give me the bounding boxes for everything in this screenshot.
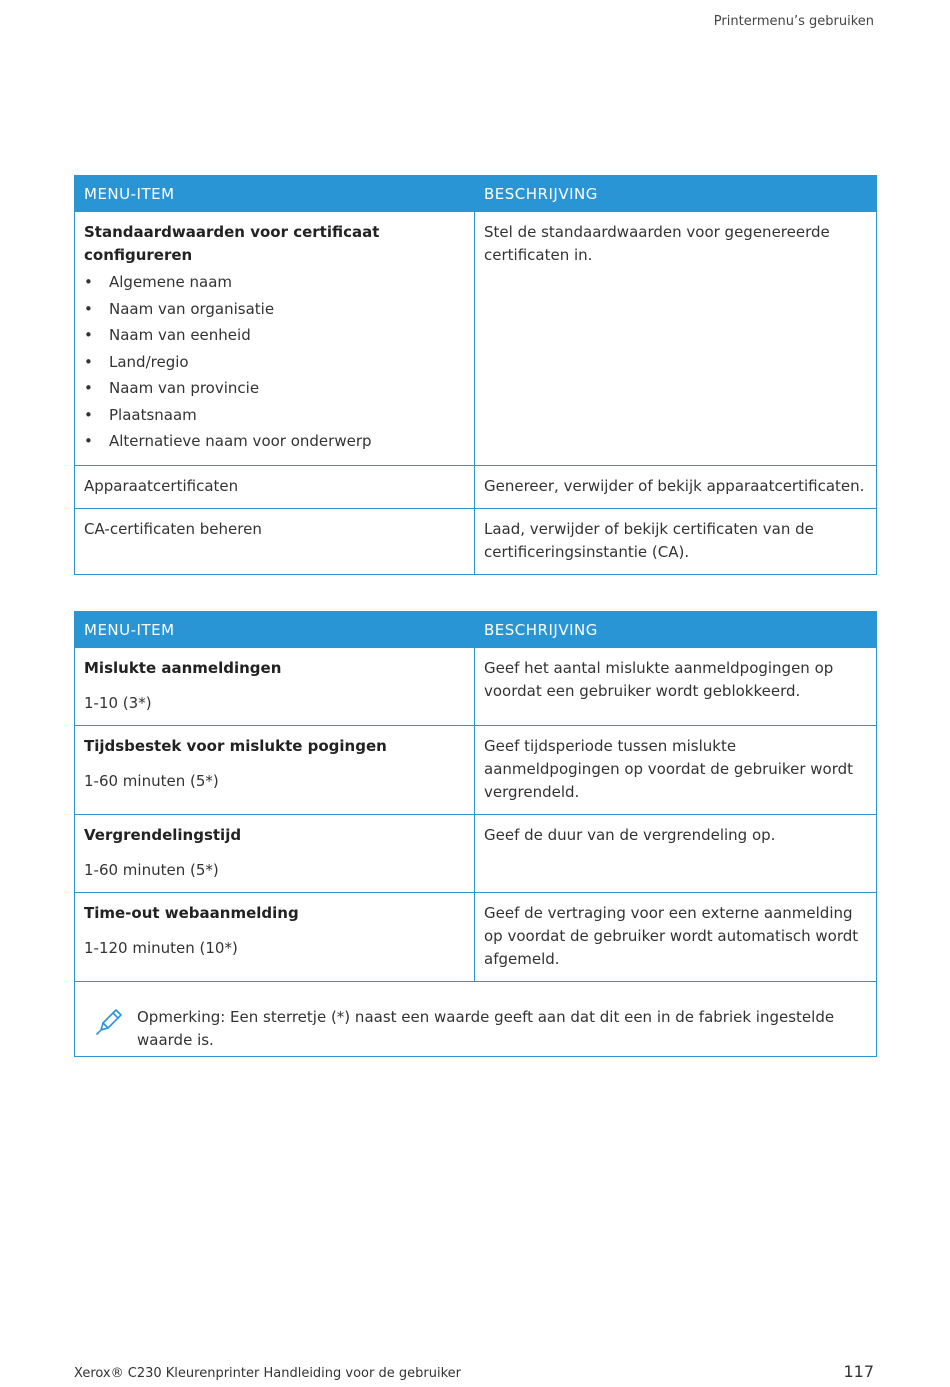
menu-item-cell: [75, 726, 475, 815]
table-row: [75, 726, 877, 815]
list-item: • Alternatieve naam voor onderwerp: [109, 428, 465, 455]
table-row: [75, 648, 877, 726]
footer-title: Xerox® C230 Kleurenprinter Handleiding voor de gebruiker: [74, 1366, 461, 1381]
menu-item-value: 1-60 minuten (5*): [84, 772, 219, 790]
menu-item-title: Mislukte aanmeldingen: [84, 659, 282, 677]
menu-item-title: Time-out webaanmelding: [84, 904, 299, 922]
description-cell: Laad, verwijder of bekijk certificaten van de certificeringsinstantie (CA).: [475, 508, 877, 574]
column-header-menu-item: MENU-ITEM: [75, 612, 475, 648]
menu-item-title: Standaardwaarden voor certificaat configureren: [84, 223, 380, 264]
menu-item-value: 1-60 minuten (5*): [84, 861, 219, 879]
description-cell: Geef het aantal mislukte aanmeldpogingen op voordat een gebruiker wordt geblokkeerd.: [475, 648, 877, 726]
list-item: • Algemene naam: [109, 269, 465, 296]
menu-item-cell: [75, 648, 475, 726]
description-cell: Geef de duur van de vergrendeling op.: [475, 815, 877, 893]
menu-item-cell: [75, 212, 475, 466]
description-cell: Geef de vertraging voor een externe aanmelding op voordat de gebruiker wordt automatisch wordt afgemeld.: [475, 893, 877, 982]
list-item: • Plaatsnaam: [109, 402, 465, 429]
menu-item-value: 1-120 minuten (10*): [84, 939, 238, 957]
column-header-description: BESCHRIJVING: [475, 176, 877, 212]
list-item: • Land/regio: [109, 349, 465, 376]
note: [95, 1006, 856, 1052]
table-row: [75, 893, 877, 982]
description-cell: Stel de standaardwaarden voor gegenereerde certificaten in.: [475, 212, 877, 466]
table-row: [75, 815, 877, 893]
menu-item-value: 1-10 (3*): [84, 694, 152, 712]
menu-table-login-restrictions: [74, 611, 877, 1057]
table-row: [75, 465, 877, 508]
menu-item-title: Tijdsbestek voor mislukte pogingen: [84, 737, 387, 755]
list-item: • Naam van eenheid: [109, 322, 465, 349]
menu-item-cell: [75, 815, 475, 893]
table-row: [75, 212, 877, 466]
menu-item-title: Vergrendelingstijd: [84, 826, 242, 844]
description-cell: Geef tijdsperiode tussen mislukte aanmeldpogingen op voordat de gebruiker wordt vergrendeld.: [475, 726, 877, 815]
table-row: [75, 508, 877, 574]
column-header-menu-item: MENU-ITEM: [75, 176, 475, 212]
bullet-list: [84, 269, 465, 455]
page-number: 117: [843, 1362, 874, 1381]
running-header: Printermenu’s gebruiken: [713, 14, 874, 29]
column-header-description: BESCHRIJVING: [475, 612, 877, 648]
note-row: [75, 982, 877, 1057]
table-header-row: [75, 612, 877, 648]
description-cell: Genereer, verwijder of bekijk apparaatcertificaten.: [475, 465, 877, 508]
list-item: • Naam van organisatie: [109, 296, 465, 323]
menu-table-certificates: [74, 175, 877, 575]
list-item: • Naam van provincie: [109, 375, 465, 402]
menu-item-cell: CA-certificaten beheren: [75, 508, 475, 574]
table-header-row: [75, 176, 877, 212]
menu-item-cell: [75, 893, 475, 982]
note-cell: [75, 982, 877, 1057]
note-text: Opmerking: Een sterretje (*) naast een waarde geeft aan dat dit een in de fabriek ingestelde waarde is.: [137, 1008, 835, 1049]
pencil-icon: [95, 1006, 125, 1036]
menu-item-cell: Apparaatcertificaten: [75, 465, 475, 508]
